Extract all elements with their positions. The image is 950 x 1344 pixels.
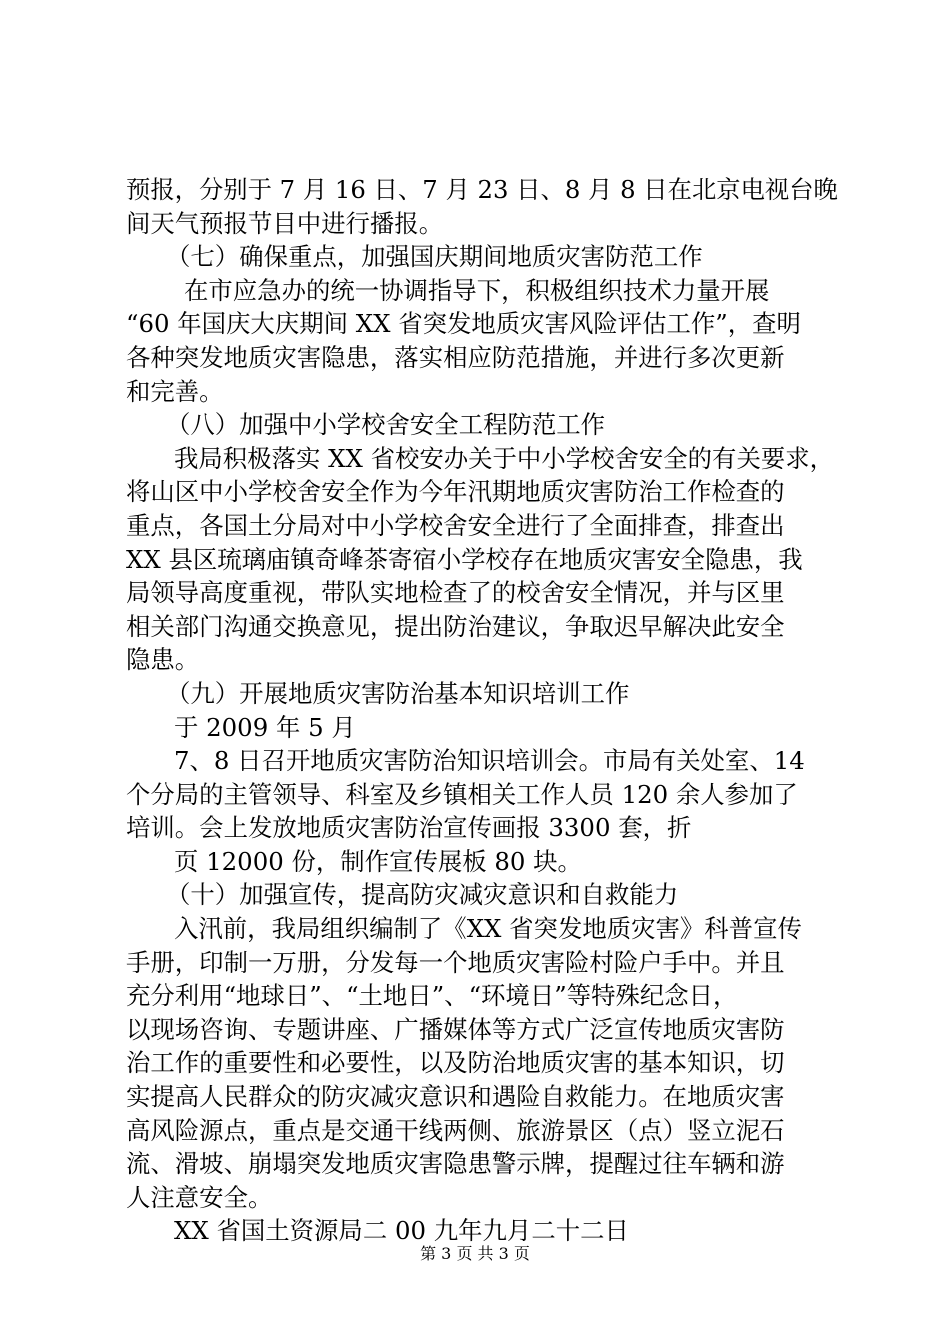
text-line: 于 2009 年 5 月	[174, 712, 356, 742]
text-line: 我局积极落实 XX 省校安办关于中小学校舍安全的有关要求，	[174, 443, 835, 473]
text-line: （七）确保重点，加强国庆期间地质灾害防范工作	[166, 242, 703, 272]
text-line: 个分局的主管领导、科室及乡镇相关工作人员 120 余人参加了	[126, 779, 798, 809]
text-line: “60 年国庆大庆期间 XX 省突发地质灾害风险评估工作”，查明	[126, 309, 801, 339]
text-line: 入汛前，我局组织编制了《XX 省突发地质灾害》科普宣传	[174, 914, 802, 944]
text-line: 局领导高度重视，带队实地检查了的校舍安全情况，并与区里	[126, 578, 785, 608]
text-line: （八）加强中小学校舍安全工程防范工作	[166, 410, 606, 440]
text-line: 以现场咨询、专题讲座、广播媒体等方式广泛宣传地质灾害防	[126, 1014, 785, 1044]
text-line: 人注意安全。	[126, 1182, 273, 1212]
text-line: 重点，各国土分局对中小学校舍安全进行了全面排查，排查出	[126, 510, 785, 540]
text-line: 充分利用“地球日”、“土地日”、“环境日”等特殊纪念日，	[126, 981, 738, 1011]
text-line: 相关部门沟通交换意见，提出防治建议，争取迟早解决此安全	[126, 611, 785, 641]
text-line: 7、8 日召开地质灾害防治知识培训会。市局有关处室、14	[174, 746, 805, 776]
text-line: XX 县区琉璃庙镇奇峰茶寄宿小学校存在地质灾害安全隐患，我	[126, 544, 803, 574]
text-line: 间天气预报节目中进行播报。	[126, 208, 444, 238]
text-line: 在市应急办的统一协调指导下，积极组织技术力量开展	[184, 275, 770, 305]
text-line: 隐患。	[126, 645, 200, 675]
text-line: 将山区中小学校舍安全作为今年汛期地质灾害防治工作检查的	[126, 477, 785, 507]
page-footer: 第 3 页 共 3 页	[420, 1244, 530, 1263]
text-line: 流、滑坡、崩塌突发地质灾害隐患警示牌，提醒过往车辆和游	[126, 1149, 785, 1179]
text-line: 手册，印制一万册，分发每一个地质灾害险村险户手中。并且	[126, 947, 785, 977]
text-line: 高风险源点，重点是交通干线两侧、旅游景区（点）竖立泥石	[126, 1115, 785, 1145]
text-line: 预报，分别于 7 月 16 日、7 月 23 日、8 月 8 日在北京电视台晚	[126, 175, 838, 204]
text-line: 治工作的重要性和必要性，以及防治地质灾害的基本知识，切	[126, 1048, 785, 1078]
text-line: 培训。会上发放地质灾害防治宣传画报 3300 套，折	[126, 813, 692, 843]
document-body	[126, 173, 838, 1248]
text-line: 实提高人民群众的防灾减灾意识和遇险自救能力。在地质灾害	[126, 1082, 785, 1112]
text-line: （十）加强宣传，提高防灾减灾意识和自救能力	[166, 880, 679, 910]
text-line: （九）开展地质灾害防治基本知识培训工作	[166, 678, 630, 708]
text-line: XX 省国土资源局二 00 九年九月二十二日	[174, 1216, 629, 1246]
text-line: 各种突发地质灾害隐患，落实相应防范措施，并进行多次更新	[126, 342, 785, 372]
text-line: 页 12000 份，制作宣传展板 80 块。	[174, 846, 582, 876]
text-line: 和完善。	[126, 376, 224, 406]
